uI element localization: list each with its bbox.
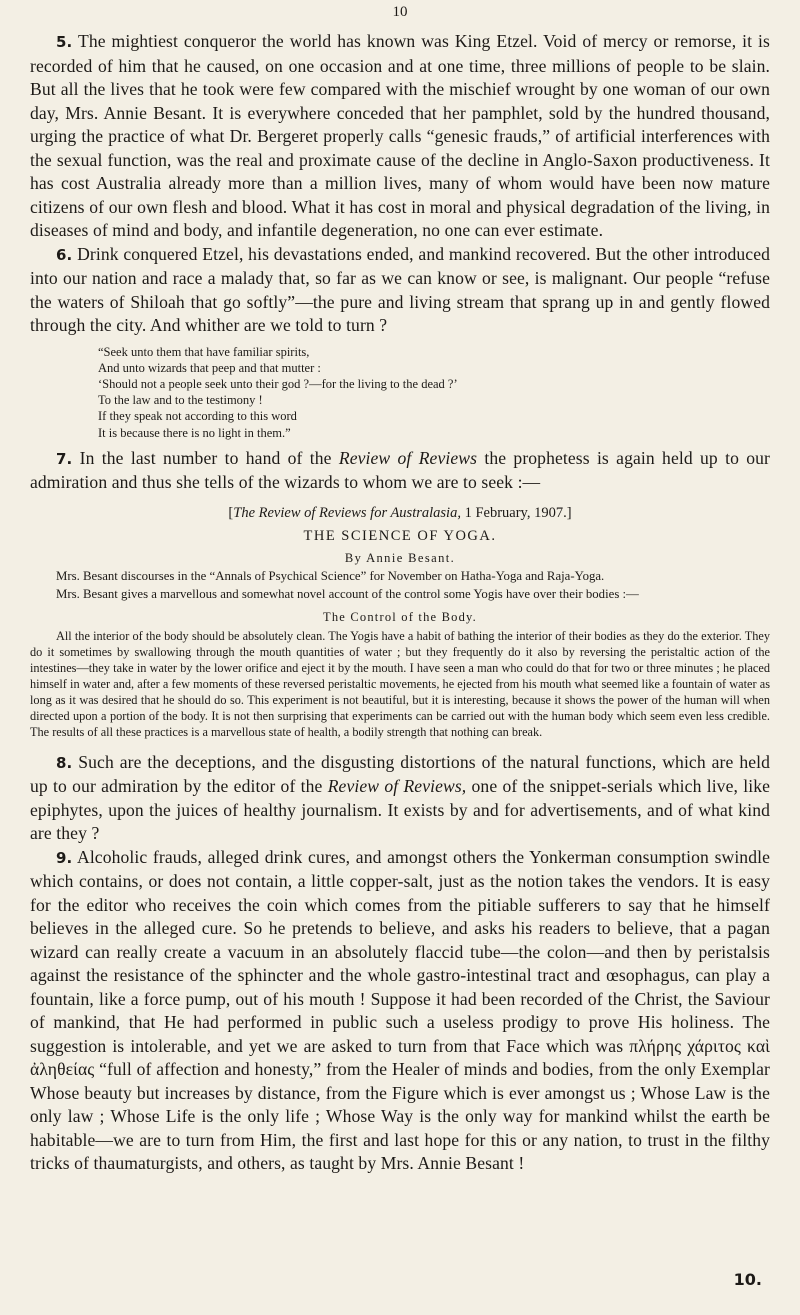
source-citation: [The Review of Reviews for Australasia, 1 February, 1907.] bbox=[228, 504, 572, 521]
source-title: The Review of Reviews for Australasia, bbox=[233, 504, 461, 521]
paragraph-6 bbox=[30, 243, 770, 338]
paragraph-5 bbox=[30, 30, 770, 243]
article-body: All the interior of the body should be absolutely clean. The Yogis have a habit of bathing the interior of their bodies as they do the exterior. They do it sometimes by swallowing through the mouth quantities of water ; but they frequently do it also by reversing the peristaltic action of the intestines—they take in water by the lower orifice and eject it by the mouth. I have seen a man who could do that for two or three minutes ; he placed himself in water and, after a few moments of these reversed peristaltic movements, he ejected from his mouth what seemed like a fountain of water as long as it was desired that he should do so. This experiment is not beautiful, but it is interesting, because it shows the power of the human will when directed upon a portion of the body. It is not then surprising that experiments can be carried out with the human body which seem even less credible. The results of all these practices is a marvellous state of health, a bodily strength that nothing can break. bbox=[30, 629, 770, 739]
paragraph-number: 9. bbox=[56, 848, 73, 867]
paragraph-number: 8. bbox=[56, 753, 73, 772]
page-number: 10 bbox=[392, 4, 408, 20]
paragraph-text: In the last number to hand of the bbox=[79, 447, 339, 468]
paragraph-8 bbox=[30, 751, 770, 846]
article-intro: Mrs. Besant gives a marvellous and somewhat novel account of the control some Yogis have over their bodies :— bbox=[56, 587, 639, 602]
document-page bbox=[30, 0, 770, 1315]
paragraph-text: Alcoholic frauds, alleged drink cures, and amongst others the Yonkerman consumption swindle which contains, or does not contain, a little copper-salt, just as the notion takes the vendors. It is easy for the editor who receives the coin which comes from the pitiable sufferers to say that he himself believes in the alleged cure. So he pretends to believe, and asks his readers to believe, that a pagan wizard can really create a vacuum in an absolutely flaccid tube—the colon—and then by peristalsis against the resistance of the sphincter and the whole gastro-intestinal tract and œsophagus, can play a fountain, like a force pump, out of his mouth ! Suppose it had been recorded of the Christ, the Saviour of mankind, that He had performed in public such a useless prodigy to prove His holiness. The suggestion is intolerable, and yet we are asked to turn from that Face which was πλήρης χάριτος καὶ ἀληθείας “full of affection and honesty,” from the Healer of minds and bodies, from the only Exemplar Whose beauty but increases by distance, from the Figure which is ever amongst us ; Whose Law is the only law ; Whose Life is the only life ; Whose Way is the only way for mankind whilst the earth be habitable—we are to turn from Him, the first and last hope for this or any nation, to trust in the filthy tricks of thaumaturgists, and others, as taught by Mrs. Annie Besant ! bbox=[30, 846, 770, 1174]
quote-line: It is because there is no light in them.” bbox=[98, 425, 291, 440]
article-byline: By Annie Besant. bbox=[344, 550, 456, 565]
quote-line: “Seek unto them that have familiar spirits, bbox=[98, 344, 310, 359]
footer-page-number: 10. bbox=[733, 1270, 762, 1289]
scripture-quote bbox=[98, 344, 698, 441]
paragraph-7 bbox=[30, 447, 770, 495]
publication-title: Review of Reviews bbox=[338, 447, 478, 468]
paragraph-number: 6. bbox=[56, 245, 73, 264]
paragraph-text: one of the snippet-serials which live, like epiphytes, upon the juices of healthy journalism. It exists by and for advertisements, and of what kind are they ? bbox=[30, 776, 771, 844]
paragraph-text: the prophetess is again held up to our admiration and thus she tells of the wizards to whom we are to seek :— bbox=[30, 447, 771, 493]
article-intro: Mrs. Besant discourses in the “Annals of Psychical Science” for November on Hatha-Yoga and Raja-Yoga. bbox=[56, 568, 605, 583]
article-subheading: The Control of the Body. bbox=[322, 610, 477, 625]
paragraph-9 bbox=[30, 846, 770, 1176]
publication-title: Review of Reviews, bbox=[327, 776, 467, 797]
page-body bbox=[30, 30, 770, 1176]
paragraph-text: The mightiest conqueror the world has known was King Etzel. Void of mercy or remorse, it is recorded of him that he caused, on one occasion and at one time, three millions of people to be slain. But all the lives that he took were few compared with the mischief wrought by one woman of our own day, Mrs. Annie Besant. It is everywhere conceded that her pamphlet, sold by the hundred thousand, urging the practice of what Dr. Bergeret properly calls “genesic frauds,” of artificial interferences with the sexual function, was the real and proximate cause of the decline in Anglo-Saxon productiveness. It has cost Australia already more than a million lives, many of whom would have been now mature citizens of our own flesh and blood. What it has cost in moral and physical degradation of the living, in diseases of mind and body, and infantile degeneration, no one can ever estimate. bbox=[30, 31, 770, 240]
article-title: THE SCIENCE OF YOGA. bbox=[303, 527, 497, 544]
paragraph-text: Drink conquered Etzel, his devastations ended, and mankind recovered. But the other introduced into our nation and race a malady that, so far as we can know or see, is malignant. Our people “refuse the waters of Shiloah that go softly”—the pure and living stream that sprang up in and gently flowed through the city. And whither are we told to turn ? bbox=[30, 243, 770, 335]
paragraph-number: 7. bbox=[56, 449, 73, 468]
quote-line: If they speak not according to this word bbox=[98, 409, 297, 424]
paragraph-number: 5. bbox=[56, 33, 73, 51]
paragraph-text: Such are the deceptions, and the disgusting distortions of the natural functions, which are held up to our admiration by the editor of the bbox=[30, 751, 771, 797]
quote-line: ‘Should not a people seek unto their god ?—for the living to the dead ?’ bbox=[98, 376, 458, 391]
quote-line: To the law and to the testimony ! bbox=[98, 393, 263, 408]
quote-line: And unto wizards that peep and that mutter : bbox=[98, 360, 321, 375]
